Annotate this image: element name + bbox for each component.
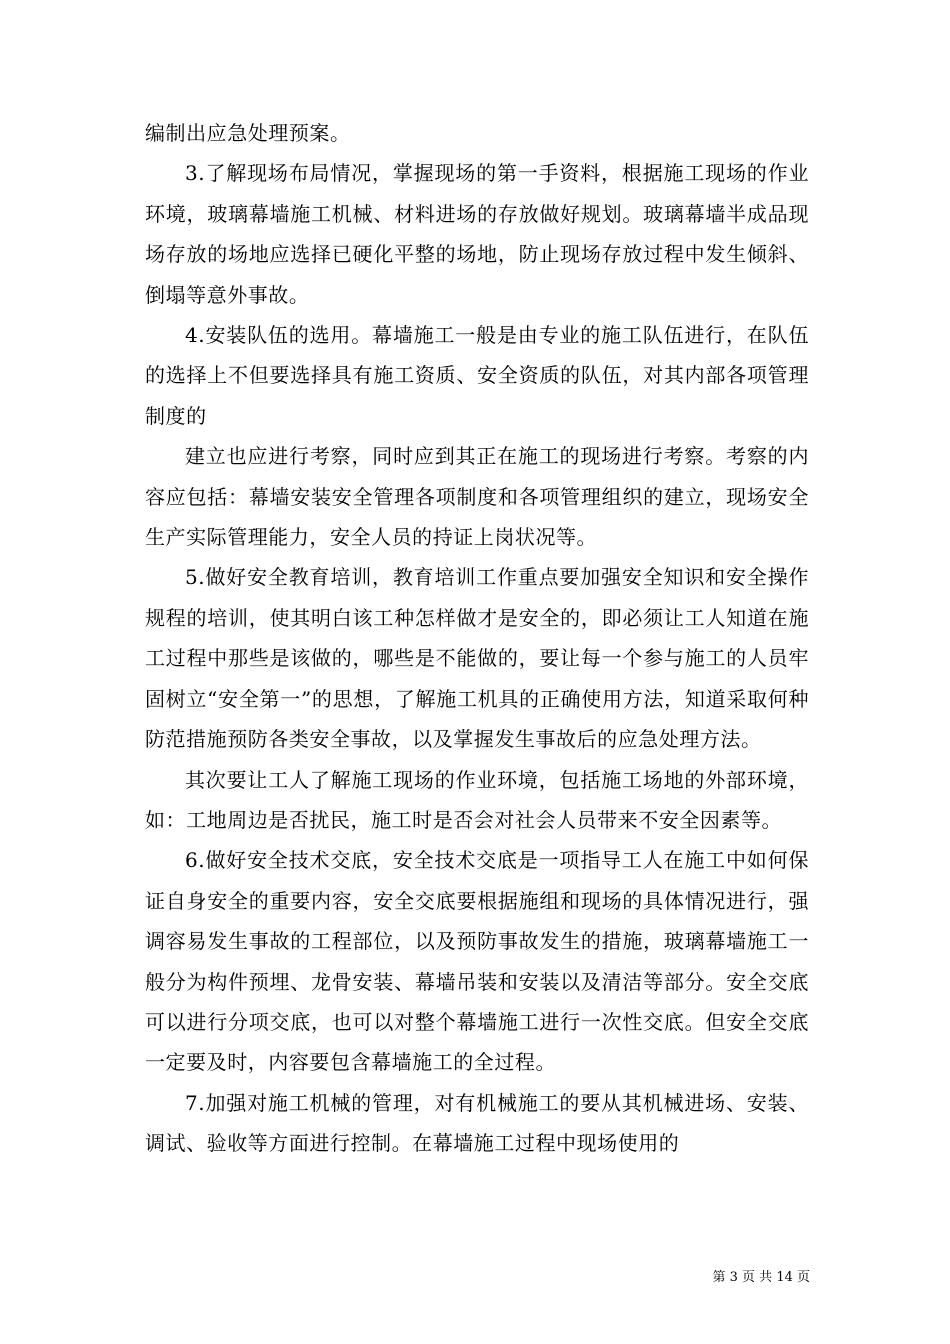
page-number-footer: 第 3 页 共 14 页 <box>712 1270 810 1285</box>
paragraph-item-3: 3.了解现场布局情况，掌握现场的第一手资料，根据施工现场的作业环境，玻璃幕墙施工机械、材料进场的存放做好规划。玻璃幕墙半成品现场存放的场地应选择已硬化平整的场地，防止现场存放过程中发生倾斜、倒塌等意外事故。 <box>145 161 809 307</box>
document-body <box>145 113 809 1164</box>
paragraph-item-4: 4.安装队伍的选用。幕墙施工一般是由专业的施工队伍进行，在队伍的选择上不但要选择具有施工资质、安全资质的队伍，对其内部各项管理制度的 <box>145 323 809 428</box>
paragraph-item-6: 6.做好安全技术交底，安全技术交底是一项指导工人在施工中如何保证自身安全的重要内容，安全交底要根据施组和现场的具体情况进行，强调容易发生事故的工程部位，以及预防事故发生的措施，玻璃幕墙施工一般分为构件预埋、龙骨安装、幕墙吊装和安装以及清洁等部分。安全交底可以进行分项交底，也可以对整个幕墙施工进行一次性交底。但安全交底一定要及时，内容要包含幕墙施工的全过程。 <box>145 848 809 1075</box>
paragraph-item-5: 5.做好安全教育培训，教育培训工作重点要加强安全知识和安全操作规程的培训，使其明白该工种怎样做才是安全的，即必须让工人知道在施工过程中那些是该做的，哪些是不能做的，要让每一个参与施工的人员牢固树立“安全第一”的思想，了解施工机具的正确使用方法，知道采取何种防范措施预防各类安全事故，以及掌握发生事故后的应急处理方法。 <box>145 565 809 752</box>
paragraph-item-5-continued: 其次要让工人了解施工现场的作业环境，包括施工场地的外部环境，如：工地周边是否扰民，施工时是否会对社会人员带来不安全因素等。 <box>145 767 809 832</box>
paragraph-continuation: 编制出应急处理预案。 <box>145 121 351 145</box>
paragraph-item-4-continued: 建立也应进行考察，同时应到其正在施工的现场进行考察。考察的内容应包括：幕墙安装安全管理各项制度和各项管理组织的建立，现场安全生产实际管理能力，安全人员的持证上岗状况等。 <box>145 444 809 550</box>
paragraph-item-7: 7.加强对施工机械的管理，对有机械施工的要从其机械进场、安装、调试、验收等方面进行控制。在幕墙施工过程中现场使用的 <box>145 1090 809 1156</box>
